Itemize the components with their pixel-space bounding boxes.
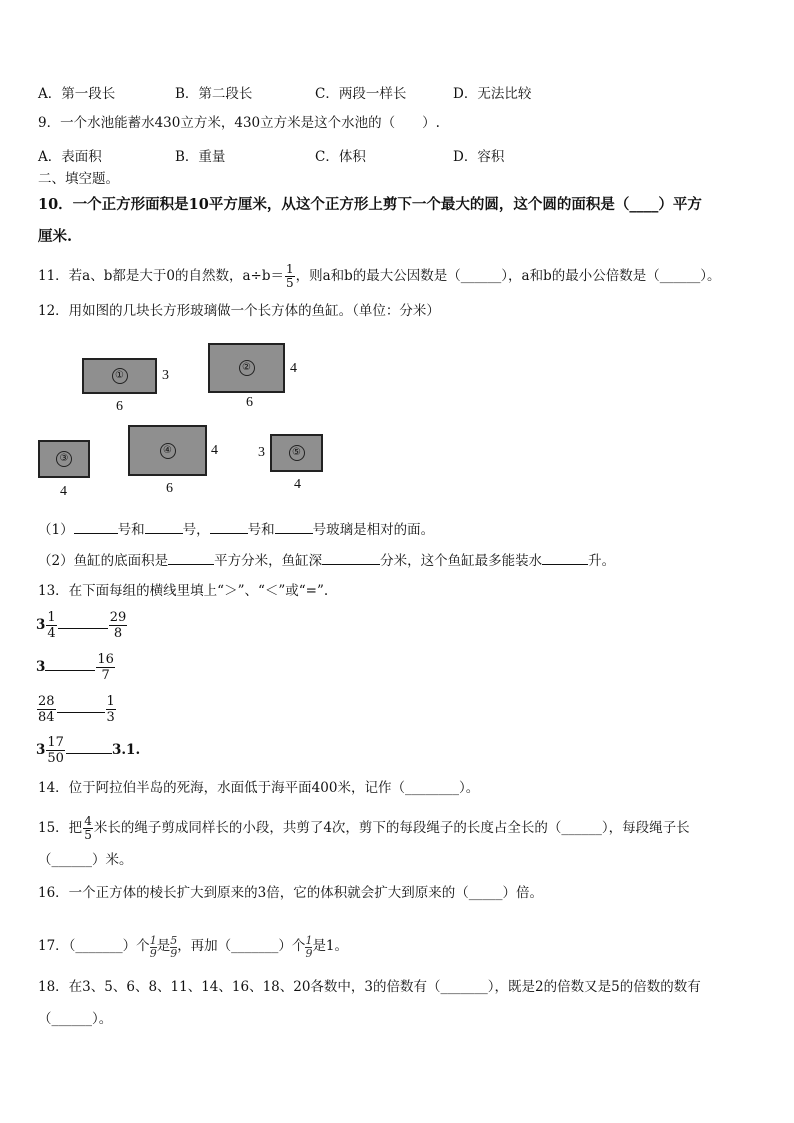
numerator: 1 <box>106 694 115 709</box>
numerator: 1 <box>149 934 157 947</box>
q13-row4 <box>36 735 140 766</box>
q9-option-d: D．容积 <box>453 149 505 165</box>
answer-blank[interactable] <box>66 739 112 754</box>
q11-pre: 11．若a、b都是大于0的自然数，a÷b＝ <box>38 268 284 284</box>
q9-option-c: C．体积 <box>315 149 366 165</box>
glass-5-height: 3 <box>258 445 265 460</box>
q11-denominator: 5 <box>285 276 294 290</box>
numerator: 28 <box>38 694 55 709</box>
fraction <box>109 610 128 641</box>
whole-number: 3 <box>36 659 46 675</box>
glass-panel-1 <box>82 358 157 394</box>
glass-5-width: 4 <box>294 477 301 492</box>
q17-part-d: 是1。 <box>312 938 349 954</box>
numerator: 16 <box>97 652 114 667</box>
q9-text: 9．一个水池能蓄水430立方米，430立方米是这个水池的（ ）. <box>38 115 440 131</box>
q10-line1: 10．一个正方形面积是10平方厘米，从这个正方形上剪下一个最大的圆，这个圆的面积是（____）平方 <box>38 196 702 213</box>
q15 <box>38 815 690 842</box>
q17 <box>38 935 348 960</box>
denominator: 50 <box>47 751 64 766</box>
fraction <box>46 610 56 641</box>
answer-blank[interactable] <box>322 550 380 565</box>
q10-line2: 厘米. <box>38 228 73 245</box>
denominator: 7 <box>101 668 110 683</box>
numerator: 17 <box>47 735 64 750</box>
q15-post: 米长的绳子剪成同样长的小段，共剪了4次，剪下的每段绳子的长度占全长的（______），每段绳子长 <box>93 820 690 836</box>
q17-part-a: 17．（_______）个 <box>38 938 150 954</box>
fraction <box>96 652 115 683</box>
q15-fraction <box>83 815 93 842</box>
q8-option-d: D．无法比较 <box>453 86 532 102</box>
q13-row3 <box>36 694 117 725</box>
answer-blank[interactable] <box>542 550 588 565</box>
q11-fraction <box>285 263 295 290</box>
glass-1-height: 3 <box>162 368 169 383</box>
q18-line1: 18．在3、5、6、8、11、14、16、18、20各数中，3的倍数有（_______），既是2的倍数又是5的倍数的数有 <box>38 979 701 995</box>
fraction <box>150 935 157 960</box>
answer-blank[interactable] <box>74 519 118 534</box>
section-heading: 二、填空题。 <box>38 171 119 187</box>
q15-pre: 15．把 <box>38 820 83 836</box>
q12-sub1 <box>38 519 434 539</box>
q9-option-b: B．重量 <box>175 149 226 165</box>
denominator: 9 <box>149 947 157 960</box>
glass-panel-2 <box>208 343 285 393</box>
answer-blank[interactable] <box>275 519 313 534</box>
answer-blank[interactable] <box>168 550 214 565</box>
q16-text: 16．一个正方体的棱长扩大到原来的3倍，它的体积就会扩大到原来的（_____）倍。 <box>38 885 544 901</box>
answer-blank[interactable] <box>145 519 183 534</box>
answer-blank[interactable] <box>58 614 108 629</box>
answer-blank[interactable] <box>45 656 95 671</box>
q12-sub1-a: （1） <box>38 522 74 538</box>
denominator: 4 <box>47 626 56 641</box>
glass-2-width: 6 <box>246 395 253 410</box>
numerator: 29 <box>109 610 127 625</box>
glass-4-width: 6 <box>166 481 173 496</box>
q8-option-c: C．两段一样长 <box>315 86 407 102</box>
glass-label-3: ③ <box>56 451 72 467</box>
q12-sub1-d: 号和 <box>247 522 275 538</box>
numerator: 4 <box>84 814 92 828</box>
glass-label-5: ⑤ <box>289 445 305 461</box>
q12-sub1-c: 号， <box>182 522 210 538</box>
q13-text: 13．在下面每组的横线里填上“＞”、“＜”或“=”. <box>38 583 329 599</box>
denominator: 9 <box>305 947 313 960</box>
q13-row1 <box>36 610 128 641</box>
q15-line2: （______）米。 <box>38 852 133 868</box>
numerator: 5 <box>170 934 178 947</box>
q12-sub2-a: （2）鱼缸的底面积是 <box>38 553 169 569</box>
q18-line2: （______）。 <box>38 1011 113 1027</box>
q13-row2 <box>36 652 116 683</box>
q11 <box>38 263 721 290</box>
q12-sub2-c: 分米，这个鱼缸最多能装水 <box>380 553 543 569</box>
q12-sub1-e: 号玻璃是相对的面。 <box>312 522 435 538</box>
fraction <box>106 694 116 725</box>
q12-sub2 <box>38 550 615 570</box>
q8-option-b: B．第二段长 <box>175 86 253 102</box>
denominator: 8 <box>113 626 123 641</box>
q12-sub2-d: 升。 <box>588 553 616 569</box>
comparison-value: 3.1. <box>111 742 141 758</box>
denominator: 84 <box>38 710 55 725</box>
q17-part-c: ，再加（_______）个 <box>177 938 306 954</box>
fraction <box>46 735 65 766</box>
denominator: 9 <box>170 947 178 960</box>
numerator: 1 <box>47 610 56 625</box>
answer-blank[interactable] <box>57 698 105 713</box>
numerator: 1 <box>305 934 313 947</box>
q12-sub1-b: 号和 <box>117 522 145 538</box>
glass-panel-5 <box>270 434 323 472</box>
glass-label-2: ② <box>239 360 255 376</box>
q11-numerator: 1 <box>285 262 294 276</box>
denominator: 3 <box>106 710 115 725</box>
q11-post: ，则a和b的最大公因数是（______），a和b的最小公倍数是（______）。 <box>295 268 721 284</box>
q12-text: 12．用如图的几块长方形玻璃做一个长方体的鱼缸。（单位：分米） <box>38 303 440 319</box>
denominator: 5 <box>84 828 92 842</box>
q17-part-b: 是 <box>156 938 171 954</box>
glass-1-width: 6 <box>116 399 123 414</box>
glass-4-height: 4 <box>211 443 218 458</box>
q8-option-a: A．第一段长 <box>38 86 116 102</box>
glass-label-4: ④ <box>160 443 176 459</box>
q14-text: 14．位于阿拉伯半岛的死海，水面低于海平面400米，记作（________）。 <box>38 780 480 796</box>
glass-panel-4 <box>128 425 207 476</box>
q12-sub2-b: 平方分米，鱼缸深 <box>214 553 323 569</box>
glass-panel-3 <box>38 440 90 478</box>
glass-label-1: ① <box>112 368 128 384</box>
glass-3-width: 4 <box>60 484 67 499</box>
glass-2-height: 4 <box>290 361 297 376</box>
fraction <box>37 694 56 725</box>
whole-number: 3 <box>36 617 46 633</box>
whole-number: 3 <box>36 742 46 758</box>
answer-blank[interactable] <box>210 519 248 534</box>
q9-option-a: A．表面积 <box>38 149 102 165</box>
